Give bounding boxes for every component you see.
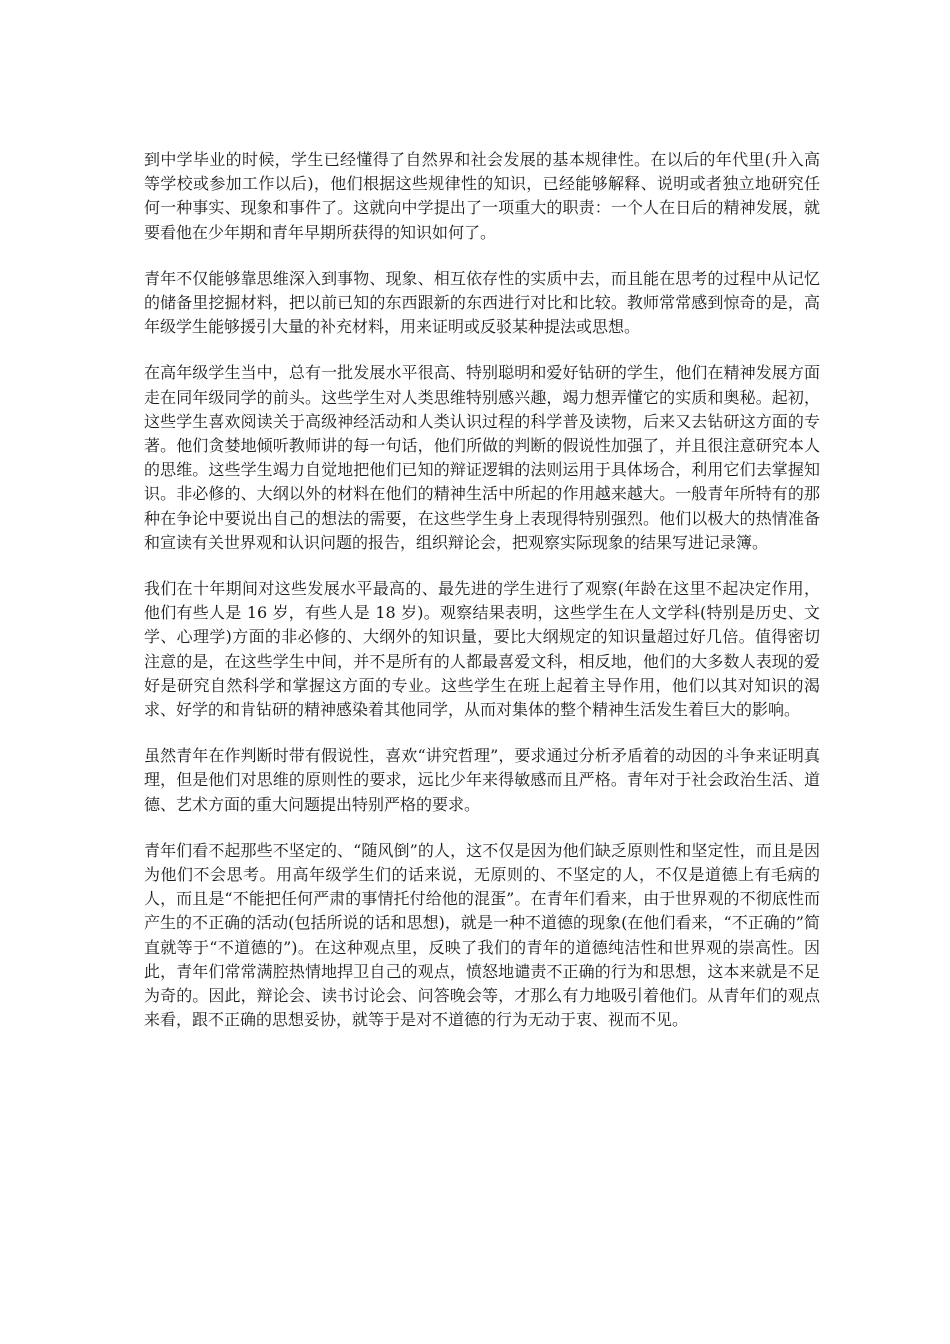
- paragraph-3: 在高年级学生当中，总有一批发展水平很高、特别聪明和爱好钻研的学生，他们在精神发展方面走在同年级同学的前头。这些学生对人类思维特别感兴趣，竭力想弄懂它的实质和奥秘。起初，这些学生喜欢阅读关于高级神经活动和人类认识过程的科学普及读物，后来又去钻研这方面的专著。他们贪婪地倾听教师讲的每一句话，他们所做的判断的假说性加强了，并且很注意研究本人的思维。这些学生竭力自觉地把他们已知的辩证逻辑的法则运用于具体场合，利用它们去掌握知识。非必修的、大纲以外的材料在他们的精神生活中所起的作用越来越大。一般青年所特有的那种在争论中要说出自己的想法的需要，在这些学生身上表现得特别强烈。他们以极大的热情准备和宣读有关世界观和认识问题的报告，组织辩论会，把观察实际现象的结果写进记录簿。: [144, 363, 820, 552]
- paragraph-1: 到中学毕业的时候，学生已经懂得了自然界和社会发展的基本规律性。在以后的年代里(升入高等学校或参加工作以后)，他们根据这些规律性的知识，已经能够解释、说明或者独立地研究任何一种事实、现象和事件了。这就向中学提出了一项重大的职责：一个人在日后的精神发展，就要看他在少年期和青年早期所获得的知识如何了。: [144, 150, 820, 242]
- paragraph-5: 虽然青年在作判断时带有假说性，喜欢“讲究哲理”，要求通过分析矛盾着的动因的斗争来证明真理，但是他们对思维的原则性的要求，远比少年来得敏感而且严格。青年对于社会政治生活、道德、艺术方面的重大问题提出特别严格的要求。: [144, 746, 820, 814]
- paragraph-6: 青年们看不起那些不坚定的、“随风倒”的人，这不仅是因为他们缺乏原则性和坚定性，而且是因为他们不会思考。用高年级学生们的话来说，无原则的、不坚定的人，不仅是道德上有毛病的人，而且是“不能把任何严肃的事情托付给他的混蛋”。在青年们看来，由于世界观的不彻底性而产生的不正确的活动(包括所说的话和思想)，就是一种不道德的现象(在他们看来，“不正确的”简直就等于“不道德的”)。在这种观点里，反映了我们的青年的道德纯洁性和世界观的崇高性。因此，青年们常常满腔热情地捍卫自己的观点，愤怒地谴责不正确的行为和思想，这本来就是不足为奇的。因此，辩论会、读书讨论会、问答晚会等，才那么有力地吸引着他们。从青年们的观点来看，跟不正确的思想妥协，就等于是对不道德的行为无动于衷、视而不见。: [144, 840, 820, 1030]
- paragraph-2: 青年不仅能够靠思维深入到事物、现象、相互依存性的实质中去，而且能在思考的过程中从记忆的储备里挖掘材料，把以前已知的东西跟新的东西进行对比和比较。教师常常感到惊奇的是，高年级学生能够援引大量的补充材料，用来证明或反驳某种提法或思想。: [144, 268, 820, 337]
- document-page: [144, 148, 820, 1055]
- paragraph-4: 我们在十年期间对这些发展水平最高的、最先进的学生进行了观察(年龄在这里不起决定作用，他们有些人是 16 岁，有些人是 18 岁)。观察结果表明，这些学生在人文学科(特别是历史、文学、心理学)方面的非必修的、大纲外的知识量，要比大纲规定的知识量超过好几倍。值得密切注意的是，在这些学生中间，并不是所有的人都最喜爱文科，相反地，他们的大多数人表现的爱好是研究自然科学和掌握这方面的专业。这些学生在班上起着主导作用，他们以其对知识的渴求、好学的和肯钻研的精神感染着其他同学，从而对集体的整个精神生活发生着巨大的影响。: [144, 579, 820, 720]
